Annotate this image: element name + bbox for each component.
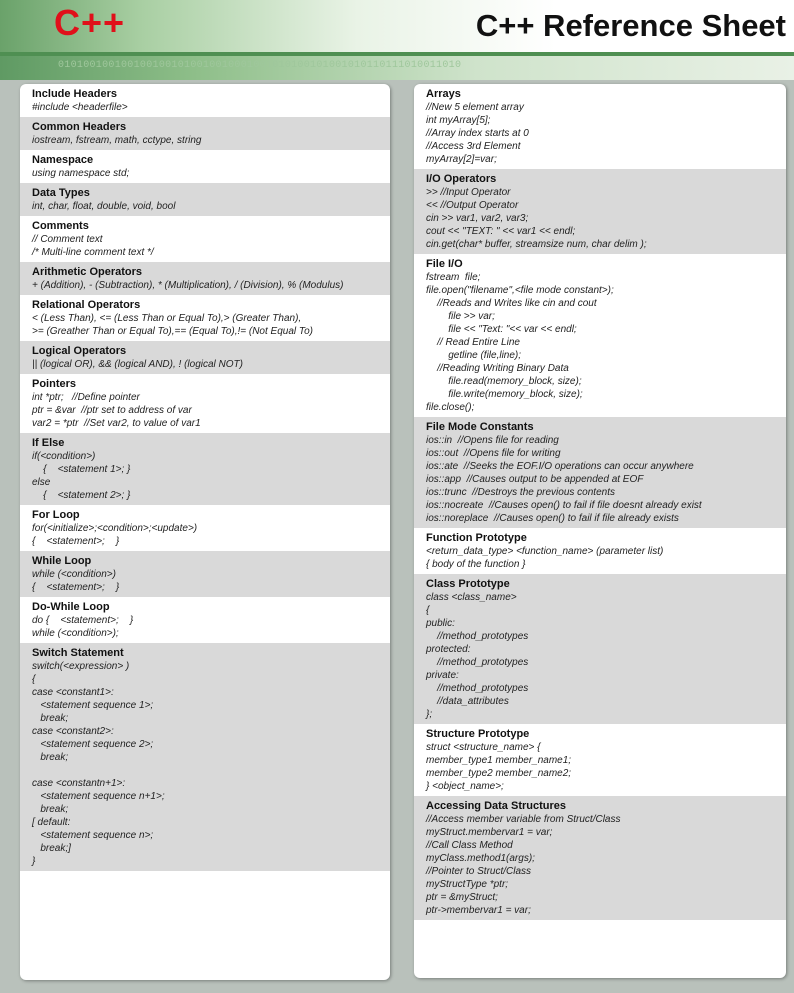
section-function-prototype bbox=[414, 528, 786, 574]
section-line: // Read Entire Line bbox=[426, 337, 520, 348]
section-pointers bbox=[20, 374, 390, 433]
section-title: Arrays bbox=[426, 88, 461, 100]
section-line: { <statement 1>; } bbox=[32, 464, 131, 475]
section-line: public: bbox=[426, 618, 455, 629]
section-line: myStructType *ptr; bbox=[426, 879, 509, 890]
section-line: { bbox=[32, 674, 36, 685]
section-line: //Access 3rd Element bbox=[426, 141, 521, 152]
section-line: || (logical OR), && (logical AND), ! (logical NOT) bbox=[32, 359, 243, 370]
section-title: Comments bbox=[32, 220, 89, 232]
section-line bbox=[32, 764, 380, 777]
section-line: class <class_name> bbox=[426, 592, 517, 603]
section-while-loop bbox=[20, 551, 390, 597]
section-line: file << "Text: "<< var << endl; bbox=[426, 324, 577, 335]
section-title: Logical Operators bbox=[32, 345, 127, 357]
section-line: file >> var; bbox=[426, 311, 495, 322]
section-line: member_type1 member_name1; bbox=[426, 755, 572, 766]
section-line: file.open("filename",<file mode constant>); bbox=[426, 285, 614, 296]
section-line: { bbox=[426, 605, 430, 616]
section-line: private: bbox=[426, 670, 459, 681]
section-line: member_type2 member_name2; bbox=[426, 768, 572, 779]
section-switch-statement bbox=[20, 643, 390, 871]
section-line: } <object_name>; bbox=[426, 781, 504, 792]
section-title: Arithmetic Operators bbox=[32, 266, 143, 278]
left-column bbox=[20, 84, 390, 980]
section-line: myClass.method1(args); bbox=[426, 853, 535, 864]
section-line: //Access member variable from Struct/Class bbox=[426, 814, 621, 825]
page-title: C++ Reference Sheet bbox=[475, 8, 786, 43]
section-title: Accessing Data Structures bbox=[426, 800, 566, 812]
section-do-while-loop bbox=[20, 597, 390, 643]
section-line: >> //Input Operator bbox=[426, 187, 511, 198]
section-line: >= (Greather Than or Equal To),== (Equal To),!= (Not Equal To) bbox=[32, 326, 313, 337]
section-line: struct <structure_name> { bbox=[426, 742, 541, 753]
section-line: file.read(memory_block, size); bbox=[426, 376, 582, 387]
section-line: int, char, float, double, void, bool bbox=[32, 201, 176, 212]
section-title: Relational Operators bbox=[32, 299, 141, 311]
section-line: //method_prototypes bbox=[426, 631, 529, 642]
section-line: myStruct.membervar1 = var; bbox=[426, 827, 553, 838]
section-arithmetic-operators bbox=[20, 262, 390, 295]
section-line: file.close(); bbox=[426, 402, 475, 413]
section-line: ios::in //Opens file for reading bbox=[426, 435, 559, 446]
binary-decoration: 0101001001001001001010010010001001010100101001010110111010011010 bbox=[58, 60, 462, 71]
section-line: if(<condition>) bbox=[32, 451, 96, 462]
section-line: else bbox=[32, 477, 51, 488]
section-line: file.write(memory_block, size); bbox=[426, 389, 583, 400]
section-line: <statement sequence n+1>; bbox=[32, 791, 165, 802]
section-title: Switch Statement bbox=[32, 647, 124, 659]
section-class-prototype bbox=[414, 574, 786, 724]
section-line: [ default: bbox=[32, 817, 71, 828]
section-include-headers bbox=[20, 84, 390, 117]
section-line: while (<condition>); bbox=[32, 628, 119, 639]
cpp-logo: C++ bbox=[54, 2, 126, 43]
section-file-i-o bbox=[414, 254, 786, 417]
section-title: Include Headers bbox=[32, 88, 117, 100]
section-line: case <constant1>: bbox=[32, 687, 114, 698]
section-line: cout << "TEXT: " << var1 << endl; bbox=[426, 226, 576, 237]
section-line: getline (file,line); bbox=[426, 350, 522, 361]
section-comments bbox=[20, 216, 390, 262]
section-line: //Pointer to Struct/Class bbox=[426, 866, 532, 877]
section-line: // Comment text bbox=[32, 234, 103, 245]
section-title: Data Types bbox=[32, 187, 90, 199]
section-line: //method_prototypes bbox=[426, 657, 529, 668]
section-for-loop bbox=[20, 505, 390, 551]
section-data-types bbox=[20, 183, 390, 216]
section-line: int *ptr; //Define pointer bbox=[32, 392, 140, 403]
section-title: While Loop bbox=[32, 555, 92, 567]
section-line: << //Output Operator bbox=[426, 200, 519, 211]
section-common-headers bbox=[20, 117, 390, 150]
section-line: case <constant2>: bbox=[32, 726, 114, 737]
section-line: break; bbox=[32, 713, 69, 724]
section-line: cin >> var1, var2, var3; bbox=[426, 213, 529, 224]
section-relational-operators bbox=[20, 295, 390, 341]
section-line: //Reading Writing Binary Data bbox=[426, 363, 569, 374]
section-line: }; bbox=[426, 709, 433, 720]
section-line: { body of the function } bbox=[426, 559, 526, 570]
section-title: If Else bbox=[32, 437, 65, 449]
section-namespace bbox=[20, 150, 390, 183]
section-accessing-data-structures bbox=[414, 796, 786, 920]
section-line: using namespace std; bbox=[32, 168, 130, 179]
section-line: break;] bbox=[32, 843, 71, 854]
section-title: File I/O bbox=[426, 258, 463, 270]
section-line: while (<condition>) bbox=[32, 569, 116, 580]
section-line: ios::app //Causes output to be appended at EOF bbox=[426, 474, 644, 485]
section-line: var2 = *ptr //Set var2, to value of var1 bbox=[32, 418, 201, 429]
section-line: } bbox=[32, 856, 36, 867]
section-line: ios::trunc //Destroys the previous contents bbox=[426, 487, 615, 498]
section-arrays bbox=[414, 84, 786, 169]
section-line: //method_prototypes bbox=[426, 683, 529, 694]
section-line: //data_attributes bbox=[426, 696, 509, 707]
section-title: I/O Operators bbox=[426, 173, 497, 185]
section-title: Common Headers bbox=[32, 121, 127, 133]
section-line: //Call Class Method bbox=[426, 840, 513, 851]
section-title: Namespace bbox=[32, 154, 94, 166]
section-title: Pointers bbox=[32, 378, 77, 390]
section-file-mode-constants bbox=[414, 417, 786, 528]
section-line: iostream, fstream, math, cctype, string bbox=[32, 135, 202, 146]
section-line: #include <headerfile> bbox=[32, 102, 128, 113]
section-title: Do-While Loop bbox=[32, 601, 110, 613]
section-line: ptr = &myStruct; bbox=[426, 892, 498, 903]
section-line: cin.get(char* buffer, streamsize num, char delim ); bbox=[426, 239, 647, 250]
section-line: <statement sequence 1>; bbox=[32, 700, 154, 711]
section-line: { <statement>; } bbox=[32, 582, 120, 593]
section-line: { <statement>; } bbox=[32, 536, 120, 547]
section-line: for(<initialize>;<condition>;<update>) bbox=[32, 523, 198, 534]
section-line: protected: bbox=[426, 644, 471, 655]
section-line: ios::noreplace //Causes open() to fail if file already exists bbox=[426, 513, 679, 524]
section-line: break; bbox=[32, 804, 69, 815]
section-line: //Array index starts at 0 bbox=[426, 128, 529, 139]
section-i-o-operators bbox=[414, 169, 786, 254]
section-line: case <constantn+1>: bbox=[32, 778, 126, 789]
section-line: ptr->membervar1 = var; bbox=[426, 905, 531, 916]
section-line: /* Multi-line comment text */ bbox=[32, 247, 154, 258]
right-column bbox=[414, 84, 786, 978]
section-line: fstream file; bbox=[426, 272, 481, 283]
section-if-else bbox=[20, 433, 390, 505]
section-line: myArray[2]=var; bbox=[426, 154, 497, 165]
section-title: Class Prototype bbox=[426, 578, 510, 590]
section-line: int myArray[5]; bbox=[426, 115, 491, 126]
section-line: { <statement 2>; } bbox=[32, 490, 131, 501]
section-structure-prototype bbox=[414, 724, 786, 796]
section-line: ios::out //Opens file for writing bbox=[426, 448, 561, 459]
section-title: Structure Prototype bbox=[426, 728, 530, 740]
section-line: switch(<expression> ) bbox=[32, 661, 130, 672]
section-line: do { <statement>; } bbox=[32, 615, 134, 626]
section-line: ptr = &var //ptr set to address of var bbox=[32, 405, 192, 416]
section-logical-operators bbox=[20, 341, 390, 374]
section-title: For Loop bbox=[32, 509, 80, 521]
section-title: File Mode Constants bbox=[426, 421, 534, 433]
section-line: < (Less Than), <= (Less Than or Equal To),> (Greater Than), bbox=[32, 313, 302, 324]
section-line: break; bbox=[32, 752, 69, 763]
section-title: Function Prototype bbox=[426, 532, 527, 544]
section-line: <statement sequence n>; bbox=[32, 830, 154, 841]
section-line: <statement sequence 2>; bbox=[32, 739, 154, 750]
section-line: + (Addition), - (Subtraction), * (Multiplication), / (Division), % (Modulus) bbox=[32, 280, 344, 291]
section-line: <return_data_type> <function_name> (parameter list) bbox=[426, 546, 664, 557]
section-line: ios::ate //Seeks the EOF.I/O operations can occur anywhere bbox=[426, 461, 694, 472]
section-line: //Reads and Writes like cin and cout bbox=[426, 298, 597, 309]
section-line: //New 5 element array bbox=[426, 102, 524, 113]
section-line: ios::nocreate //Causes open() to fail if file doesnt already exist bbox=[426, 500, 702, 511]
